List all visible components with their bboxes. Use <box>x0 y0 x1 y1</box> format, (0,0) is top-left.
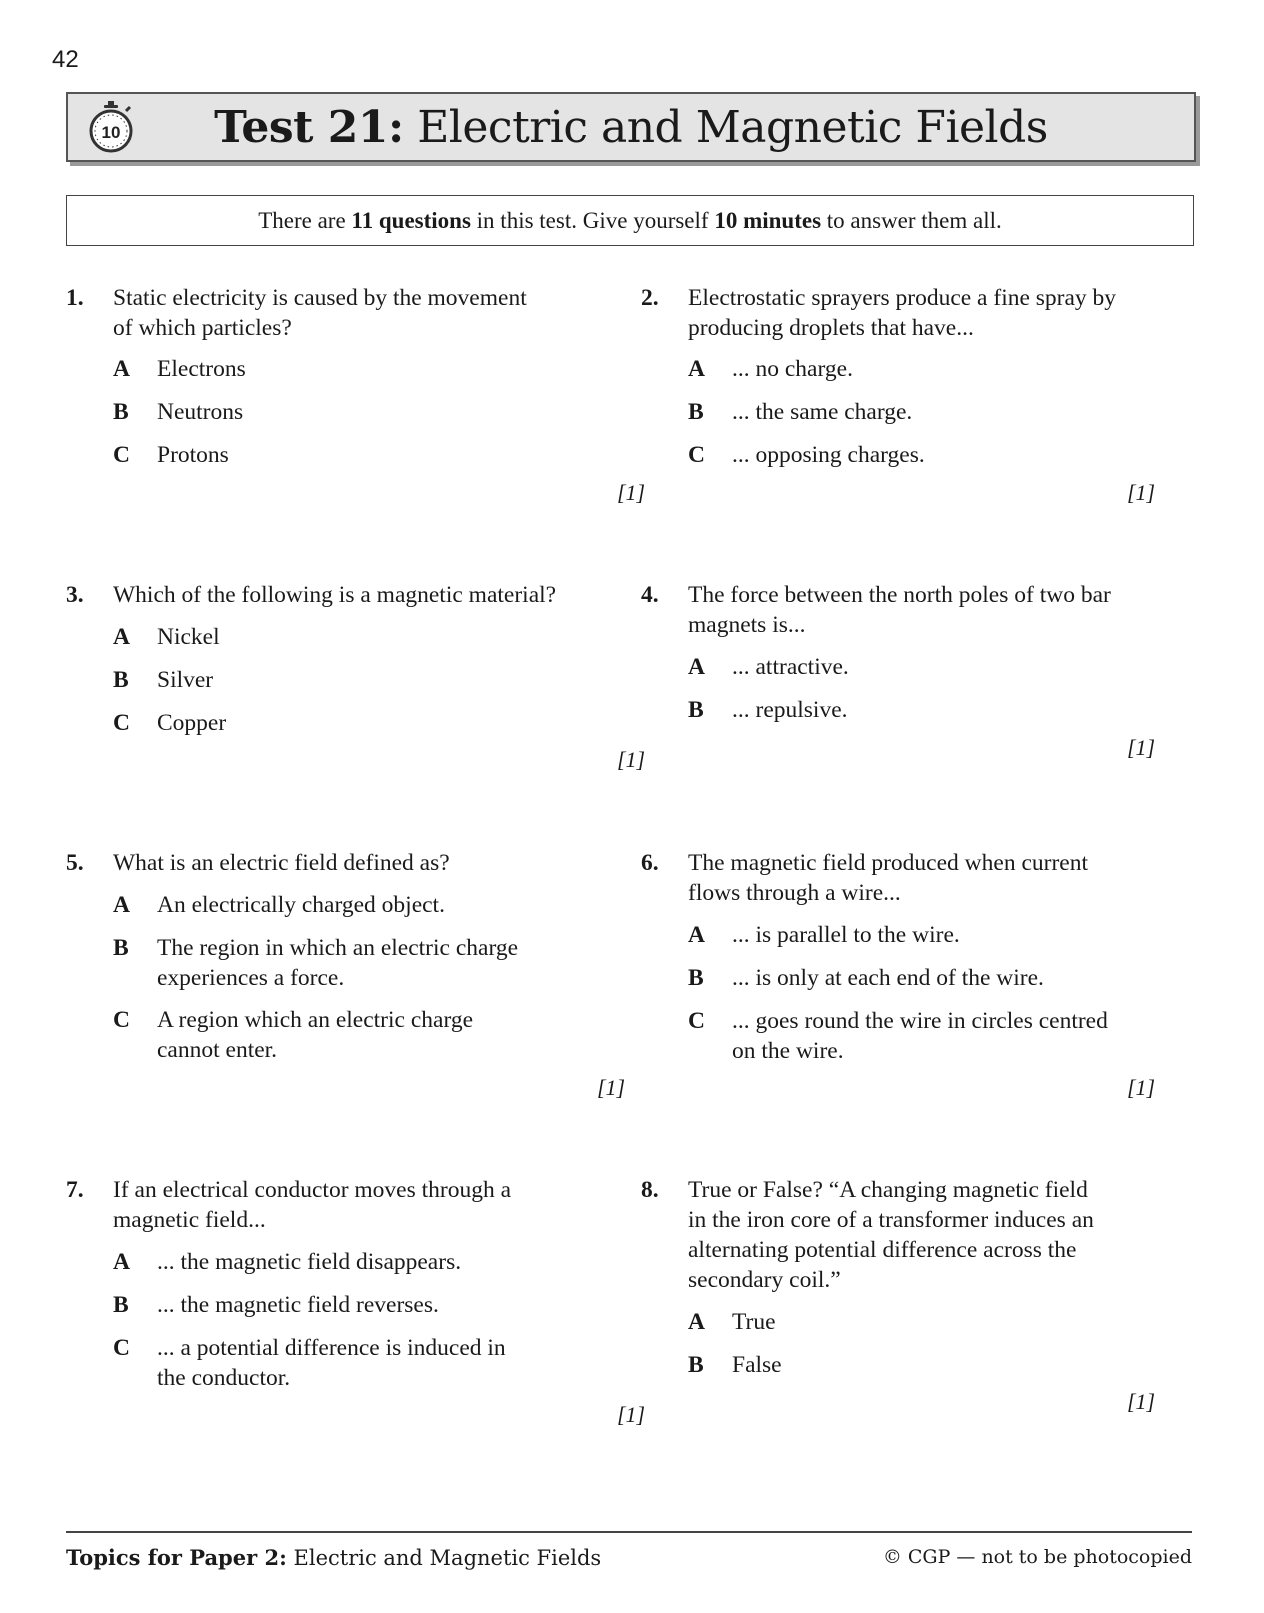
option-text-line: on the wire. <box>732 1038 844 1064</box>
question-number: 5. <box>66 850 84 876</box>
option-letter: A <box>688 1309 705 1335</box>
option-text-line: ... repulsive. <box>732 697 848 723</box>
option-text <box>157 397 627 427</box>
option-text-line: Protons <box>157 442 229 468</box>
title-test-number: Test 21: <box>214 102 404 153</box>
option-letter: A <box>688 356 705 382</box>
question-stem-line: magnets is... <box>688 612 806 638</box>
option-text-line: Silver <box>157 667 214 693</box>
question-stem-line: secondary coil.” <box>688 1267 841 1293</box>
option-text <box>157 1333 627 1393</box>
page-title <box>68 102 1194 153</box>
option-letter: C <box>113 442 130 468</box>
question-number: 6. <box>641 850 659 876</box>
option-text-line: cannot enter. <box>157 1037 278 1063</box>
title-topic: Electric and Magnetic Fields <box>403 102 1048 153</box>
question-stem-line: alternating potential difference across the <box>688 1237 1077 1263</box>
option-text-line: An electrically charged object. <box>157 892 445 918</box>
option-letter: C <box>688 442 705 468</box>
option-letter: B <box>688 1352 704 1378</box>
option-letter: B <box>113 935 129 961</box>
option-text <box>157 622 627 652</box>
option-text-line: The region in which an electric charge <box>157 935 519 961</box>
question-number: 7. <box>66 1177 84 1203</box>
option-text-line: the conductor. <box>157 1365 291 1391</box>
option-text <box>732 354 1202 384</box>
mark-allocation: [1] <box>1127 480 1156 505</box>
option-text-line: Neutrons <box>157 399 244 425</box>
question-stem-line: Static electricity is caused by the movement <box>113 285 527 311</box>
test-title-banner <box>66 92 1196 162</box>
question-stem <box>113 580 556 610</box>
option-letter: B <box>113 1292 129 1318</box>
option-text <box>157 708 627 738</box>
question-stem-line: Electrostatic sprayers produce a fine spray by <box>688 285 1117 311</box>
intro-question-count: 11 questions <box>351 208 471 233</box>
option-text-line: ... the magnetic field disappears. <box>157 1249 462 1275</box>
option-letter: C <box>688 1008 705 1034</box>
option-letter: A <box>688 654 705 680</box>
option-text <box>157 440 627 470</box>
option-text-line: True <box>732 1309 776 1335</box>
option-text-line: experiences a force. <box>157 965 345 991</box>
option-letter: B <box>688 965 704 991</box>
mark-allocation: [1] <box>617 747 646 772</box>
option-letter: A <box>113 624 130 650</box>
mark-allocation: [1] <box>1127 735 1156 760</box>
option-letter: C <box>113 1335 130 1361</box>
footer-topic-name: Electric and Magnetic Fields <box>286 1546 602 1570</box>
option-text-line: ... a potential difference is induced in <box>157 1335 506 1361</box>
stopwatch-minutes: 10 <box>101 123 121 142</box>
question-stem-line: If an electrical conductor moves through a <box>113 1177 512 1203</box>
option-text <box>732 1350 1202 1380</box>
option-letter: C <box>113 710 130 736</box>
question-stem <box>113 283 527 343</box>
option-text-line: ... the magnetic field reverses. <box>157 1292 439 1318</box>
option-text-line: Electrons <box>157 356 246 382</box>
option-text <box>157 1247 627 1277</box>
mark-allocation: [1] <box>1127 1075 1156 1100</box>
question-number: 8. <box>641 1177 659 1203</box>
question-stem <box>688 1175 1094 1295</box>
intro-prefix: There are <box>258 208 352 233</box>
option-text-line: ... no charge. <box>732 356 853 382</box>
option-letter: B <box>113 667 129 693</box>
intro-middle: in this test. Give yourself <box>470 208 715 233</box>
test-instructions <box>66 195 1194 246</box>
option-letter: B <box>688 399 704 425</box>
option-text <box>732 440 1202 470</box>
question-number: 3. <box>66 582 84 608</box>
option-text <box>157 665 627 695</box>
mark-allocation: [1] <box>1127 1389 1156 1414</box>
question-stem-line: The force between the north poles of two bar <box>688 582 1111 608</box>
footer-topic <box>66 1545 601 1570</box>
option-text <box>732 652 1202 682</box>
option-text <box>732 695 1202 725</box>
question-stem <box>688 580 1111 640</box>
footer-topic-label: Topics for Paper 2: <box>66 1545 287 1570</box>
option-text-line: False <box>732 1352 782 1378</box>
option-text-line: ... is parallel to the wire. <box>732 922 960 948</box>
intro-suffix: to answer them all. <box>821 208 1002 233</box>
option-text-line: Nickel <box>157 624 220 650</box>
question-stem-line: magnetic field... <box>113 1207 266 1233</box>
question-stem-line: producing droplets that have... <box>688 315 974 341</box>
option-text <box>157 1290 627 1320</box>
question-stem-line: flows through a wire... <box>688 880 901 906</box>
footer-copyright: © CGP — not to be photocopied <box>882 1546 1192 1568</box>
question-number: 1. <box>66 285 84 311</box>
option-letter: A <box>688 922 705 948</box>
option-text <box>732 1006 1202 1066</box>
mark-allocation: [1] <box>617 1402 646 1427</box>
option-text-line: Copper <box>157 710 227 736</box>
option-letter: A <box>113 356 130 382</box>
question-stem-line: in the iron core of a transformer induces an <box>688 1207 1094 1233</box>
option-text <box>157 890 627 920</box>
option-text <box>732 920 1202 950</box>
option-text <box>732 1307 1202 1337</box>
question-stem-line: The magnetic field produced when current <box>688 850 1088 876</box>
question-number: 4. <box>641 582 659 608</box>
option-letter: A <box>113 1249 130 1275</box>
question-stem <box>113 848 450 878</box>
question-number: 2. <box>641 285 659 311</box>
option-text <box>157 933 627 993</box>
option-text-line: ... is only at each end of the wire. <box>732 965 1044 991</box>
mark-allocation: [1] <box>617 480 646 505</box>
mark-allocation: [1] <box>597 1075 626 1100</box>
option-text <box>732 397 1202 427</box>
option-letter: A <box>113 892 130 918</box>
page-number: 42 <box>52 46 79 73</box>
question-stem-line: True or False? “A changing magnetic field <box>688 1177 1088 1203</box>
question-stem-line: What is an electric field defined as? <box>113 850 450 876</box>
footer-divider <box>66 1531 1192 1533</box>
option-letter: C <box>113 1007 130 1033</box>
question-stem-line: Which of the following is a magnetic material? <box>113 582 557 608</box>
question-stem <box>113 1175 511 1235</box>
option-text <box>732 963 1202 993</box>
option-letter: B <box>113 399 129 425</box>
question-stem-line: of which particles? <box>113 315 292 341</box>
option-text-line: A region which an electric charge <box>157 1007 474 1033</box>
option-text-line: ... goes round the wire in circles centred <box>732 1008 1108 1034</box>
option-letter: B <box>688 697 704 723</box>
question-stem <box>688 848 1088 908</box>
option-text <box>157 1005 627 1065</box>
intro-minutes: 10 minutes <box>714 208 822 233</box>
option-text-line: ... attractive. <box>732 654 849 680</box>
option-text <box>157 354 627 384</box>
option-text-line: ... the same charge. <box>732 399 913 425</box>
question-stem <box>688 283 1116 343</box>
option-text-line: ... opposing charges. <box>732 442 925 468</box>
